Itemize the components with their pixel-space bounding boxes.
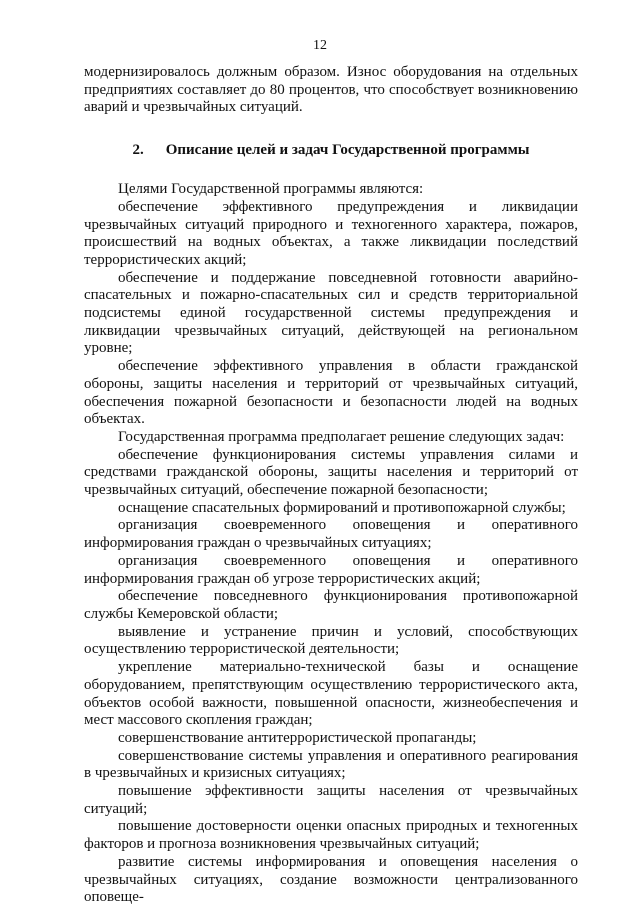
task-item: повышение достоверности оценки опасных природных и техногенных факторов и прогноза возникновения чрезвычайных ситуаций; bbox=[84, 818, 578, 853]
intro-paragraph: модернизировалось должным образом. Износ оборудования на отдельных предприятиях составляет до 80 процентов, что способствует возникновению аварий и чрезвычайных ситуаций. bbox=[84, 64, 578, 116]
task-item: развитие системы информирования и оповещения населения о чрезвычайных ситуациях, создание возможности централизованного оповеще- bbox=[84, 853, 578, 906]
goal-item: обеспечение эффективного управления в области гражданской обороны, защиты населения и территорий от чрезвычайных ситуаций, обеспечения пожарной безопасности и безопасности людей на водных объектах. bbox=[84, 358, 578, 428]
task-item: организация своевременного оповещения и оперативного информирования граждан о чрезвычайных ситуациях; bbox=[84, 517, 578, 552]
section-number: 2. bbox=[132, 142, 144, 159]
task-item: совершенствование антитеррористической пропаганды; bbox=[118, 729, 477, 746]
task-item: обеспечение функционирования системы управления силами и средствами гражданской обороны, защиты населения и территорий от чрезвычайных ситуаций, обеспечение пожарной безопасности; bbox=[84, 446, 578, 499]
task-item: оснащение спасательных формирований и противопожарной службы; bbox=[118, 499, 566, 516]
document-body bbox=[84, 64, 578, 907]
task-item: укрепление материально-технической базы и оснащение оборудованием, препятствующим осуществлению террористического акта, объектов особой важности, повышенной опасности, жизнеобеспечения и мест массового скопления граждан; bbox=[84, 659, 578, 729]
task-item: совершенствование системы управления и оперативного реагирования в чрезвычайных и кризисных ситуациях; bbox=[84, 747, 578, 782]
section-heading bbox=[84, 141, 578, 159]
task-item: повышение эффективности защиты населения от чрезвычайных ситуаций; bbox=[84, 783, 578, 817]
task-item: обеспечение повседневного функционирования противопожарной службы Кемеровской области; bbox=[84, 588, 578, 622]
section-title: Описание целей и задач Государственной программы bbox=[165, 142, 530, 159]
goal-item: обеспечение и поддержание повседневной готовности аварийно-спасательных и пожарно-спасательных сил и средств территориальной подсистемы единой государственной системы предупреждения и ликвидации чрезвычайных ситуаций, действующей на региональном уровне; bbox=[84, 269, 578, 357]
page-number: 12 bbox=[313, 38, 327, 53]
tasks-intro: Государственная программа предполагает решение следующих задач: bbox=[118, 428, 565, 445]
goals-intro: Целями Государственной программы являются: bbox=[118, 181, 424, 198]
goal-item: обеспечение эффективного предупреждения и ликвидации чрезвычайных ситуаций природного и техногенного характера, пожаров, происшествий на водных объектах, а также ликвидации последствий террористических акций; bbox=[84, 198, 578, 268]
task-item: организация своевременного оповещения и оперативного информирования граждан об угрозе террористических акций; bbox=[84, 552, 578, 587]
task-item: выявление и устранение причин и условий, способствующих осуществлению террористической деятельности; bbox=[84, 623, 578, 658]
